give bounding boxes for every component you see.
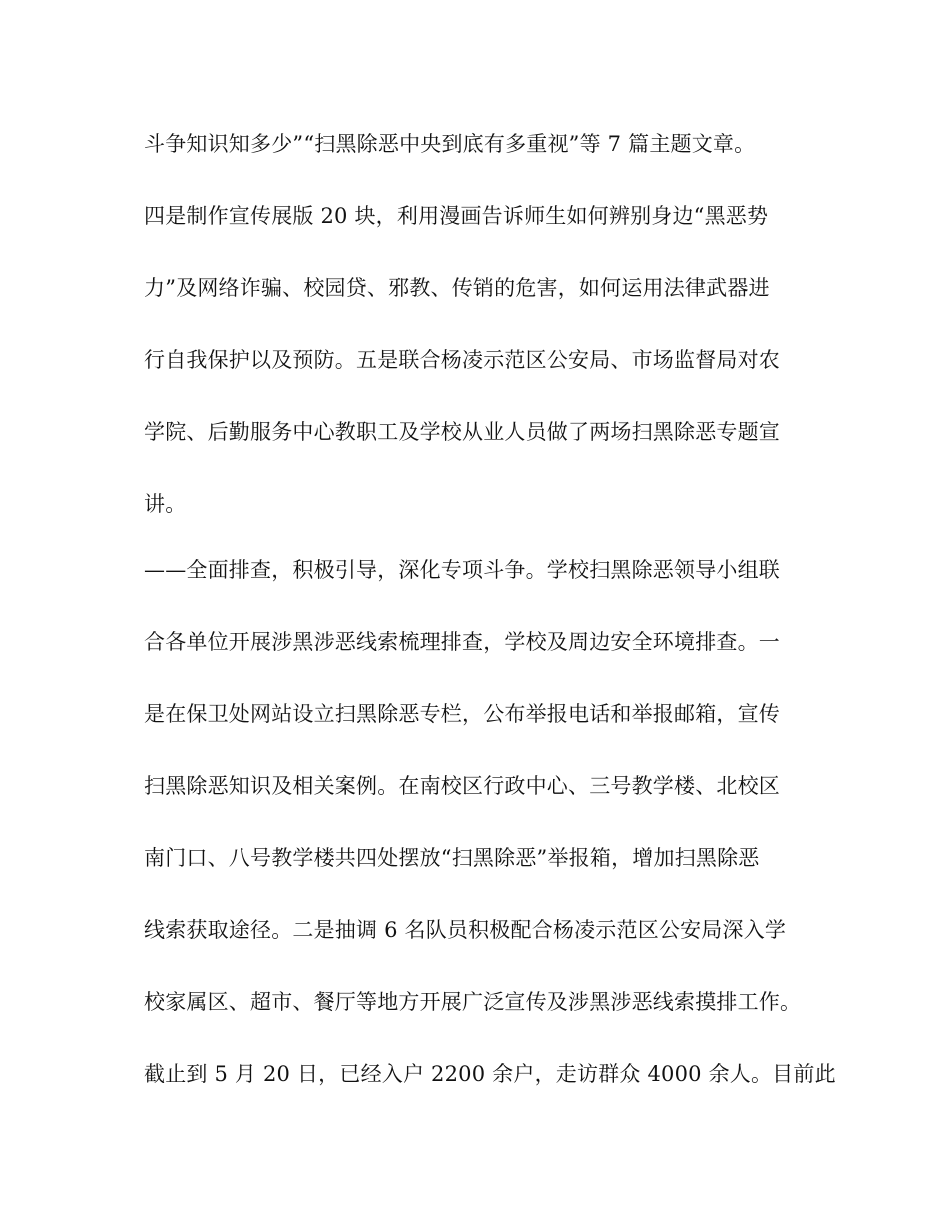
text-line-11: 南门口、八号教学楼共四处摆放“扫黑除恶”举报箱，增加扫黑除恶 — [144, 846, 760, 870]
text-line-6: 讲。 — [144, 492, 187, 516]
text-line-14: 截止到 5 月 20 日，已经入户 2200 余户，走访群众 4000 余人。目前此 — [144, 1062, 836, 1086]
text-line-10: 扫黑除恶知识及相关案例。在南校区行政中心、三号教学楼、北校区 — [144, 774, 780, 798]
text-line-13: 校家属区、超市、餐厅等地方开展广泛宣传及涉黑涉恶线索摸排工作。 — [144, 990, 802, 1014]
text-line-9: 是在保卫处网站设立扫黑除恶专栏，公布举报电话和举报邮箱，宣传 — [144, 702, 780, 726]
text-line-8: 合各单位开展涉黑涉恶线索梳理排查，学校及周边安全环境排查。一 — [144, 630, 780, 654]
text-line-2: 四是制作宣传展版 20 块，利用漫画告诉师生如何辨别身边“黑恶势 — [144, 204, 769, 228]
text-line-5: 学院、后勤服务中心教职工及学校从业人员做了两场扫黑除恶专题宣 — [144, 420, 780, 444]
text-line-7: ——全面排查，积极引导，深化专项斗争。学校扫黑除恶领导小组联 — [144, 558, 780, 582]
text-line-4: 行自我保护以及预防。五是联合杨凌示范区公安局、市场监督局对农 — [144, 348, 780, 372]
text-line-3: 力”及网络诈骗、校园贷、邪教、传销的危害，如何运用法律武器进 — [144, 276, 770, 300]
text-line-1: 斗争知识知多少”“扫黑除恶中央到底有多重视”等 7 篇主题文章。 — [144, 132, 756, 156]
text-line-12: 线索获取途径。二是抽调 6 名队员积极配合杨凌示范区公安局深入学 — [144, 918, 787, 942]
